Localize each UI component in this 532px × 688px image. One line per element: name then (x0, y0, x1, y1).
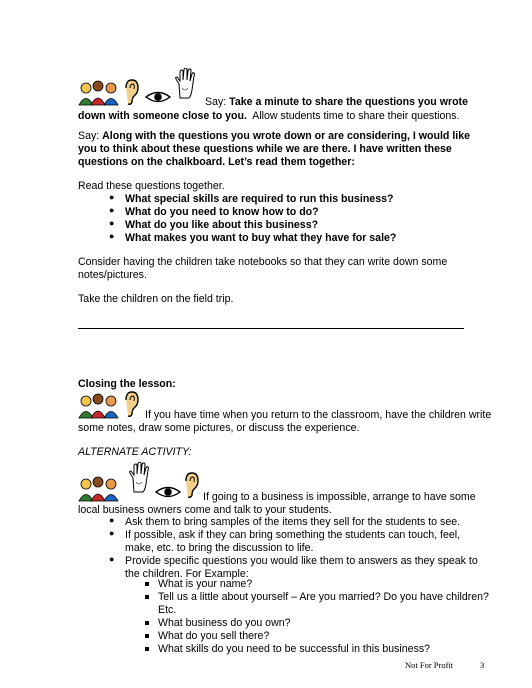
bullet-dot: ● (109, 192, 115, 202)
group-of-people-icon (78, 476, 122, 502)
read-intro: Read these questions together. (78, 180, 225, 192)
consider-line-2: notes/pictures. (78, 269, 147, 281)
sub-item: What is your name? (158, 578, 253, 590)
bullet-dot: ● (109, 528, 115, 538)
field-trip-text: Take the children on the field trip. (78, 293, 234, 305)
group-of-people-icon (78, 393, 122, 419)
question-item: What makes you want to buy what they have for sale? (125, 232, 397, 244)
question-item: What do you like about this business? (125, 219, 319, 231)
bullet-dot: ● (109, 231, 115, 241)
eye-icon (144, 90, 172, 104)
sub-bullet-square (145, 595, 149, 599)
say-line-2c: questions on the chalkboard. Let’s read them together: (78, 156, 355, 168)
alternate-line-2: local business owners come and talk to your students. (78, 504, 332, 516)
footer-text: Not For Profit (405, 660, 454, 670)
ear-icon (122, 78, 140, 106)
question-item: What do you need to know how to do? (125, 206, 319, 218)
alternate-bullet: Ask them to bring samples of the items they sell for the students to see. (125, 516, 461, 528)
say-line-2b: you to think about these questions while we are there. I have written these (78, 143, 452, 155)
bullet-dot: ● (109, 205, 115, 215)
hand-icon (128, 462, 152, 494)
bullet-dot: ● (109, 554, 115, 564)
page-number: 3 (480, 660, 485, 670)
alternate-heading: ALTERNATE ACTIVITY: (78, 446, 192, 458)
ear-icon (122, 390, 140, 418)
sub-item-cont: Etc. (158, 604, 177, 616)
sub-bullet-square (145, 647, 149, 651)
group-of-people-icon (78, 80, 122, 106)
sub-item: What skills do you need to be successful in this business? (158, 643, 431, 655)
question-item: What special skills are required to run this business? (125, 193, 394, 205)
say-line-1: Say: Take a minute to share the questions you wrote (205, 96, 468, 108)
closing-line-1: If you have time when you return to the classroom, have the children write (145, 409, 492, 421)
sub-item: What do you sell there? (158, 630, 270, 642)
sub-item: Tell us a little about yourself – Are you married? Do you have children? (158, 591, 489, 603)
consider-line-1: Consider having the children take notebooks so that they can write down some (78, 256, 448, 268)
divider-line (78, 328, 464, 329)
ear-icon (182, 471, 200, 499)
alternate-bullet: If possible, ask if they can bring something the students can touch, feel, (125, 529, 461, 541)
closing-heading: Closing the lesson: (78, 378, 176, 390)
sub-bullet-square (145, 582, 149, 586)
closing-line-2: some notes, draw some pictures, or discuss the experience. (78, 422, 360, 434)
hand-icon (174, 68, 198, 100)
say-line-1b: down with someone close to you. Allow students time to share their questions. (78, 110, 460, 122)
alternate-bullet: Provide specific questions you would like them to answers as they speak to (125, 555, 478, 567)
sub-bullet-square (145, 634, 149, 638)
say-line-2: Say: Along with the questions you wrote down or are considering, I would like (78, 130, 471, 142)
bullet-dot: ● (109, 218, 115, 228)
sub-bullet-square (145, 621, 149, 625)
bullet-dot: ● (109, 515, 115, 525)
alternate-bullet-cont: make, etc. to bring the discussion to life. (125, 542, 314, 554)
eye-icon (154, 485, 182, 499)
alternate-bullet-cont: the children. For Example: (125, 568, 249, 580)
alternate-line-1: If going to a business is impossible, arrange to have some (203, 491, 476, 503)
sub-item: What business do you own? (158, 617, 291, 629)
